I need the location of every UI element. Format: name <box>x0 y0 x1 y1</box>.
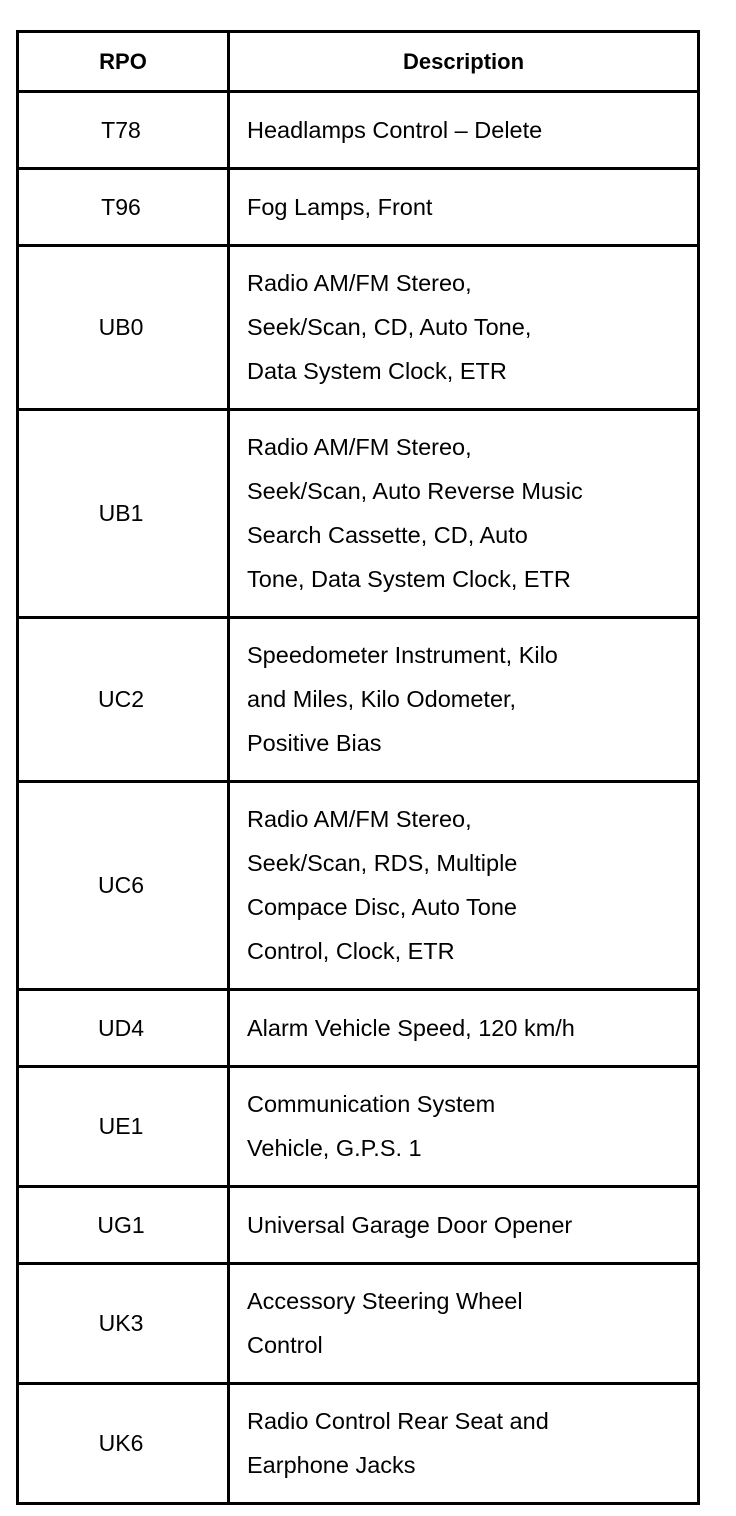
description-line: Accessory Steering Wheel <box>247 1288 523 1314</box>
rpo-code: UK3 <box>18 1264 229 1384</box>
description-line: Radio AM/FM Stereo, <box>247 434 472 460</box>
table-body <box>18 92 699 1504</box>
rpo-code: UG1 <box>18 1187 229 1264</box>
description-line: Seek/Scan, Auto Reverse Music <box>247 478 583 504</box>
description-cell <box>229 1384 699 1504</box>
description-line: Data System Clock, ETR <box>247 358 507 384</box>
rpo-code: UC2 <box>18 618 229 782</box>
description-line: Radio AM/FM Stereo, <box>247 806 472 832</box>
rpo-code: UB1 <box>18 410 229 618</box>
rpo-table <box>16 30 700 1505</box>
description-line: Seek/Scan, CD, Auto Tone, <box>247 314 532 340</box>
description-line: Alarm Vehicle Speed, 120 km/h <box>247 1015 575 1041</box>
table-row <box>18 410 699 618</box>
description-line: Communication System <box>247 1091 496 1117</box>
description-line: Search Cassette, CD, Auto <box>247 522 528 548</box>
table-header-row <box>18 32 699 92</box>
description-line: Control, Clock, ETR <box>247 938 455 964</box>
table-row <box>18 1384 699 1504</box>
description-cell <box>229 410 699 618</box>
description-cell <box>229 990 699 1067</box>
description-line: Radio Control Rear Seat and <box>247 1408 549 1434</box>
description-cell <box>229 92 699 169</box>
description-line: Control <box>247 1332 323 1358</box>
table-row <box>18 1264 699 1384</box>
rpo-code: T96 <box>18 169 229 246</box>
description-cell <box>229 1187 699 1264</box>
description-cell <box>229 246 699 410</box>
rpo-code: T78 <box>18 92 229 169</box>
header-description: Description <box>229 32 699 92</box>
table-row <box>18 246 699 410</box>
description-cell <box>229 1264 699 1384</box>
rpo-code: UE1 <box>18 1067 229 1187</box>
description-line: Earphone Jacks <box>247 1452 416 1478</box>
description-line: Radio AM/FM Stereo, <box>247 270 472 296</box>
description-line: and Miles, Kilo Odometer, <box>247 686 517 712</box>
description-line: Headlamps Control – Delete <box>247 117 543 143</box>
description-line: Universal Garage Door Opener <box>247 1212 573 1238</box>
rpo-table-container <box>16 30 697 1505</box>
description-line: Positive Bias <box>247 730 382 756</box>
rpo-code: UB0 <box>18 246 229 410</box>
table-row <box>18 618 699 782</box>
table-row <box>18 169 699 246</box>
description-cell <box>229 782 699 990</box>
description-line: Tone, Data System Clock, ETR <box>247 566 571 592</box>
rpo-code: UD4 <box>18 990 229 1067</box>
table-row <box>18 782 699 990</box>
table-row <box>18 990 699 1067</box>
description-line: Compace Disc, Auto Tone <box>247 894 517 920</box>
description-cell <box>229 1067 699 1187</box>
description-cell <box>229 618 699 782</box>
table-row <box>18 92 699 169</box>
table-row <box>18 1067 699 1187</box>
description-line: Vehicle, G.P.S. 1 <box>247 1135 422 1161</box>
table-row <box>18 1187 699 1264</box>
description-line: Speedometer Instrument, Kilo <box>247 642 558 668</box>
header-rpo: RPO <box>18 32 229 92</box>
description-cell <box>229 169 699 246</box>
rpo-code: UC6 <box>18 782 229 990</box>
description-line: Seek/Scan, RDS, Multiple <box>247 850 518 876</box>
description-line: Fog Lamps, Front <box>247 194 433 220</box>
rpo-code: UK6 <box>18 1384 229 1504</box>
